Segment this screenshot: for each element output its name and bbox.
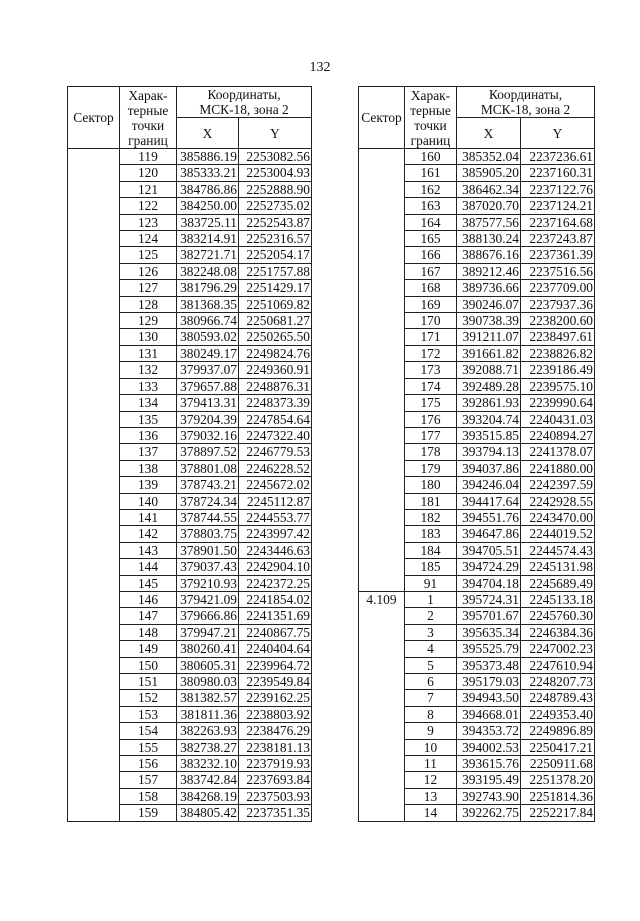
point-cell: 160: [405, 149, 457, 165]
y-cell: 2245133.18: [521, 591, 595, 607]
point-cell: 172: [405, 345, 457, 361]
point-cell: 148: [120, 624, 177, 640]
x-cell: 379947.21: [177, 624, 239, 640]
point-cell: 183: [405, 526, 457, 542]
x-cell: 392489.28: [457, 378, 521, 394]
x-cell: 378803.75: [177, 526, 239, 542]
point-cell: 4: [405, 641, 457, 657]
point-cell: 161: [405, 165, 457, 181]
y-cell: 2238200.60: [521, 313, 595, 329]
x-cell: 381382.57: [177, 690, 239, 706]
x-cell: 384786.86: [177, 181, 239, 197]
sector-cell: [68, 149, 120, 822]
y-cell: 2237124.21: [521, 198, 595, 214]
point-cell: 127: [120, 280, 177, 296]
x-cell: 395724.31: [457, 591, 521, 607]
x-cell: 383232.10: [177, 756, 239, 772]
point-cell: 173: [405, 362, 457, 378]
table-row: [359, 149, 595, 165]
y-cell: 2243997.42: [239, 526, 312, 542]
y-cell: 2251378.20: [521, 772, 595, 788]
x-cell: 388130.24: [457, 231, 521, 247]
point-cell: 13: [405, 788, 457, 804]
y-header: Y: [521, 118, 595, 149]
point-cell: 147: [120, 608, 177, 624]
point-cell: 141: [120, 509, 177, 525]
x-cell: 378743.21: [177, 477, 239, 493]
x-cell: 394551.76: [457, 509, 521, 525]
point-cell: 144: [120, 559, 177, 575]
y-cell: 2242372.25: [239, 575, 312, 591]
point-cell: 171: [405, 329, 457, 345]
point-cell: 155: [120, 739, 177, 755]
point-cell: 3: [405, 624, 457, 640]
point-cell: 153: [120, 706, 177, 722]
page-number: 132: [309, 60, 331, 75]
y-cell: 2238497.61: [521, 329, 595, 345]
point-cell: 143: [120, 542, 177, 558]
point-cell: 91: [405, 575, 457, 591]
y-cell: 2250265.50: [239, 329, 312, 345]
y-header: Y: [239, 118, 312, 149]
point-cell: 140: [120, 493, 177, 509]
point-cell: 151: [120, 674, 177, 690]
x-cell: 390246.07: [457, 296, 521, 312]
y-cell: 2250681.27: [239, 313, 312, 329]
x-cell: 387577.56: [457, 214, 521, 230]
point-cell: 167: [405, 263, 457, 279]
y-cell: 2247854.64: [239, 411, 312, 427]
x-cell: 383214.91: [177, 231, 239, 247]
x-cell: 395635.34: [457, 624, 521, 640]
point-cell: 8: [405, 706, 457, 722]
y-cell: 2241378.07: [521, 444, 595, 460]
x-cell: 393204.74: [457, 411, 521, 427]
y-cell: 2252543.87: [239, 214, 312, 230]
x-cell: 379421.09: [177, 591, 239, 607]
point-cell: 154: [120, 723, 177, 739]
y-cell: 2241880.00: [521, 460, 595, 476]
y-cell: 2237503.93: [239, 788, 312, 804]
x-cell: 378801.08: [177, 460, 239, 476]
x-cell: 380966.74: [177, 313, 239, 329]
y-cell: 2252888.90: [239, 181, 312, 197]
y-cell: 2239162.25: [239, 690, 312, 706]
x-cell: 391661.82: [457, 345, 521, 361]
point-cell: 134: [120, 395, 177, 411]
points-header-line3: точки: [414, 117, 447, 133]
y-cell: 2237122.76: [521, 181, 595, 197]
x-cell: 384268.19: [177, 788, 239, 804]
x-cell: 380260.41: [177, 641, 239, 657]
y-cell: 2249824.76: [239, 345, 312, 361]
point-cell: 9: [405, 723, 457, 739]
point-cell: 162: [405, 181, 457, 197]
y-cell: 2245131.98: [521, 559, 595, 575]
y-cell: 2249896.89: [521, 723, 595, 739]
x-cell: 379666.86: [177, 608, 239, 624]
points-header: [120, 87, 177, 149]
point-cell: 170: [405, 313, 457, 329]
table-header: [359, 87, 595, 149]
y-cell: 2248207.73: [521, 674, 595, 690]
y-cell: 2252054.17: [239, 247, 312, 263]
x-cell: 381811.36: [177, 706, 239, 722]
point-cell: 135: [120, 411, 177, 427]
point-cell: 182: [405, 509, 457, 525]
y-cell: 2245112.87: [239, 493, 312, 509]
points-header-line1: Харак-: [410, 87, 451, 103]
x-cell: 379937.07: [177, 362, 239, 378]
x-cell: 385352.04: [457, 149, 521, 165]
y-cell: 2237243.87: [521, 231, 595, 247]
y-cell: 2237516.56: [521, 263, 595, 279]
y-cell: 2247610.94: [521, 657, 595, 673]
x-cell: 385333.21: [177, 165, 239, 181]
x-cell: 385886.19: [177, 149, 239, 165]
sector-header: Сектор: [68, 87, 120, 149]
y-cell: 2240404.64: [239, 641, 312, 657]
x-cell: 394353.72: [457, 723, 521, 739]
x-cell: 385905.20: [457, 165, 521, 181]
x-cell: 379210.93: [177, 575, 239, 591]
y-cell: 2244553.77: [239, 509, 312, 525]
x-cell: 380249.17: [177, 345, 239, 361]
y-cell: 2242928.55: [521, 493, 595, 509]
point-cell: 10: [405, 739, 457, 755]
y-cell: 2244574.43: [521, 542, 595, 558]
coordinates-table-right: [358, 86, 595, 822]
point-cell: 185: [405, 559, 457, 575]
table-body: [68, 149, 312, 822]
y-cell: 2240867.75: [239, 624, 312, 640]
x-cell: 379037.43: [177, 559, 239, 575]
x-cell: 379413.31: [177, 395, 239, 411]
y-cell: 2238181.13: [239, 739, 312, 755]
y-cell: 2238803.92: [239, 706, 312, 722]
point-cell: 179: [405, 460, 457, 476]
y-cell: 2240894.27: [521, 427, 595, 443]
x-cell: 389736.66: [457, 280, 521, 296]
point-cell: 178: [405, 444, 457, 460]
sector-cell: 4.109: [359, 591, 405, 821]
point-cell: 136: [120, 427, 177, 443]
y-cell: 2245672.02: [239, 477, 312, 493]
coordinates-table-left: [67, 86, 312, 822]
point-cell: 145: [120, 575, 177, 591]
point-cell: 131: [120, 345, 177, 361]
y-cell: 2237160.31: [521, 165, 595, 181]
x-cell: 393515.85: [457, 427, 521, 443]
point-cell: 159: [120, 805, 177, 821]
x-cell: 379204.39: [177, 411, 239, 427]
x-cell: 381796.29: [177, 280, 239, 296]
point-cell: 150: [120, 657, 177, 673]
point-cell: 184: [405, 542, 457, 558]
point-cell: 5: [405, 657, 457, 673]
x-cell: 378724.34: [177, 493, 239, 509]
y-cell: 2237361.39: [521, 247, 595, 263]
x-cell: 389212.46: [457, 263, 521, 279]
x-cell: 391211.07: [457, 329, 521, 345]
point-cell: 158: [120, 788, 177, 804]
point-cell: 6: [405, 674, 457, 690]
points-header-line2: терные: [127, 102, 169, 118]
point-cell: 165: [405, 231, 457, 247]
y-cell: 2252735.02: [239, 198, 312, 214]
x-cell: 394037.86: [457, 460, 521, 476]
x-cell: 381368.35: [177, 296, 239, 312]
x-cell: 384250.00: [177, 198, 239, 214]
x-cell: 380593.02: [177, 329, 239, 345]
y-cell: 2237693.84: [239, 772, 312, 788]
y-cell: 2248876.31: [239, 378, 312, 394]
y-cell: 2252316.57: [239, 231, 312, 247]
y-cell: 2247002.23: [521, 641, 595, 657]
point-cell: 133: [120, 378, 177, 394]
point-cell: 168: [405, 280, 457, 296]
point-cell: 181: [405, 493, 457, 509]
y-cell: 2239964.72: [239, 657, 312, 673]
y-cell: 2244019.52: [521, 526, 595, 542]
point-cell: 166: [405, 247, 457, 263]
point-cell: 149: [120, 641, 177, 657]
x-cell: 383725.11: [177, 214, 239, 230]
x-cell: 394417.64: [457, 493, 521, 509]
point-cell: 176: [405, 411, 457, 427]
point-cell: 123: [120, 214, 177, 230]
point-cell: 126: [120, 263, 177, 279]
x-cell: 379657.88: [177, 378, 239, 394]
point-cell: 163: [405, 198, 457, 214]
x-cell: 394943.50: [457, 690, 521, 706]
x-cell: 395179.03: [457, 674, 521, 690]
y-cell: 2237351.35: [239, 805, 312, 821]
x-cell: 384805.42: [177, 805, 239, 821]
x-cell: 378744.55: [177, 509, 239, 525]
x-cell: 382721.71: [177, 247, 239, 263]
y-cell: 2251757.88: [239, 263, 312, 279]
y-cell: 2237236.61: [521, 149, 595, 165]
coordinates-header-line2: МСК-18, зона 2: [480, 102, 571, 117]
points-header-line4: границ: [128, 132, 168, 148]
x-cell: 393195.49: [457, 772, 521, 788]
y-cell: 2243470.00: [521, 509, 595, 525]
x-cell: 392861.93: [457, 395, 521, 411]
y-cell: 2237709.00: [521, 280, 595, 296]
y-cell: 2242904.10: [239, 559, 312, 575]
x-cell: 386462.34: [457, 181, 521, 197]
y-cell: 2252217.84: [521, 805, 595, 821]
x-header: X: [457, 118, 521, 149]
x-cell: 382263.93: [177, 723, 239, 739]
x-cell: 392262.75: [457, 805, 521, 821]
x-cell: 393615.76: [457, 756, 521, 772]
point-cell: 128: [120, 296, 177, 312]
point-cell: 14: [405, 805, 457, 821]
point-cell: 180: [405, 477, 457, 493]
point-cell: 12: [405, 772, 457, 788]
y-cell: 2245689.49: [521, 575, 595, 591]
point-cell: 177: [405, 427, 457, 443]
point-cell: 11: [405, 756, 457, 772]
point-cell: 157: [120, 772, 177, 788]
point-cell: 164: [405, 214, 457, 230]
y-cell: 2242397.59: [521, 477, 595, 493]
point-cell: 120: [120, 165, 177, 181]
x-cell: 392088.71: [457, 362, 521, 378]
point-cell: 1: [405, 591, 457, 607]
points-header: [405, 87, 457, 149]
y-cell: 2245760.30: [521, 608, 595, 624]
x-cell: 394705.51: [457, 542, 521, 558]
points-header-line2: терные: [410, 102, 451, 118]
y-cell: 2247322.40: [239, 427, 312, 443]
coordinates-header: [177, 87, 312, 118]
y-cell: 2251814.36: [521, 788, 595, 804]
y-cell: 2253004.93: [239, 165, 312, 181]
y-cell: 2239549.84: [239, 674, 312, 690]
x-cell: 395701.67: [457, 608, 521, 624]
point-cell: 119: [120, 149, 177, 165]
y-cell: 2248789.43: [521, 690, 595, 706]
point-cell: 121: [120, 181, 177, 197]
point-cell: 125: [120, 247, 177, 263]
x-cell: 395373.48: [457, 657, 521, 673]
table-row: [68, 149, 312, 165]
x-cell: 390738.39: [457, 313, 521, 329]
point-cell: 146: [120, 591, 177, 607]
point-cell: 2: [405, 608, 457, 624]
point-cell: 122: [120, 198, 177, 214]
x-cell: 387020.70: [457, 198, 521, 214]
x-cell: 394002.53: [457, 739, 521, 755]
x-cell: 388676.16: [457, 247, 521, 263]
sector-header: Сектор: [359, 87, 405, 149]
x-cell: 394704.18: [457, 575, 521, 591]
coordinates-header-line1: Координаты,: [488, 87, 563, 102]
x-cell: 382738.27: [177, 739, 239, 755]
point-cell: 132: [120, 362, 177, 378]
y-cell: 2253082.56: [239, 149, 312, 165]
point-cell: 139: [120, 477, 177, 493]
x-cell: 393794.13: [457, 444, 521, 460]
y-cell: 2246228.52: [239, 460, 312, 476]
x-cell: 380605.31: [177, 657, 239, 673]
point-cell: 142: [120, 526, 177, 542]
y-cell: 2237919.93: [239, 756, 312, 772]
point-cell: 7: [405, 690, 457, 706]
point-cell: 169: [405, 296, 457, 312]
x-cell: 379032.16: [177, 427, 239, 443]
sector-cell: [359, 149, 405, 592]
point-cell: 156: [120, 756, 177, 772]
y-cell: 2251069.82: [239, 296, 312, 312]
y-cell: 2246779.53: [239, 444, 312, 460]
y-cell: 2237164.68: [521, 214, 595, 230]
y-cell: 2239575.10: [521, 378, 595, 394]
points-header-line1: Харак-: [128, 87, 168, 103]
x-cell: 394668.01: [457, 706, 521, 722]
point-cell: 174: [405, 378, 457, 394]
point-cell: 137: [120, 444, 177, 460]
x-cell: 394724.29: [457, 559, 521, 575]
x-cell: 394647.86: [457, 526, 521, 542]
point-cell: 124: [120, 231, 177, 247]
coordinates-header-line2: МСК-18, зона 2: [199, 102, 289, 117]
table-header: [68, 87, 312, 149]
points-header-line4: границ: [410, 132, 451, 148]
table-row: [359, 591, 595, 607]
x-cell: 395525.79: [457, 641, 521, 657]
point-cell: 152: [120, 690, 177, 706]
points-header-line3: точки: [131, 117, 165, 133]
x-cell: 378901.50: [177, 542, 239, 558]
x-cell: 378897.52: [177, 444, 239, 460]
y-cell: 2250911.68: [521, 756, 595, 772]
y-cell: 2248373.39: [239, 395, 312, 411]
point-cell: 130: [120, 329, 177, 345]
x-cell: 394246.04: [457, 477, 521, 493]
y-cell: 2251429.17: [239, 280, 312, 296]
y-cell: 2241854.02: [239, 591, 312, 607]
y-cell: 2239186.49: [521, 362, 595, 378]
y-cell: 2250417.21: [521, 739, 595, 755]
point-cell: 175: [405, 395, 457, 411]
y-cell: 2241351.69: [239, 608, 312, 624]
table-body: [359, 149, 595, 822]
point-cell: 138: [120, 460, 177, 476]
x-header: X: [177, 118, 239, 149]
y-cell: 2237937.36: [521, 296, 595, 312]
point-cell: 129: [120, 313, 177, 329]
y-cell: 2249360.91: [239, 362, 312, 378]
coordinates-header: [457, 87, 595, 118]
x-cell: 392743.90: [457, 788, 521, 804]
y-cell: 2238826.82: [521, 345, 595, 361]
x-cell: 382248.08: [177, 263, 239, 279]
y-cell: 2239990.64: [521, 395, 595, 411]
y-cell: 2238476.29: [239, 723, 312, 739]
y-cell: 2240431.03: [521, 411, 595, 427]
y-cell: 2249353.40: [521, 706, 595, 722]
x-cell: 380980.03: [177, 674, 239, 690]
coordinates-header-line1: Координаты,: [207, 87, 281, 102]
y-cell: 2246384.36: [521, 624, 595, 640]
y-cell: 2243446.63: [239, 542, 312, 558]
x-cell: 383742.84: [177, 772, 239, 788]
